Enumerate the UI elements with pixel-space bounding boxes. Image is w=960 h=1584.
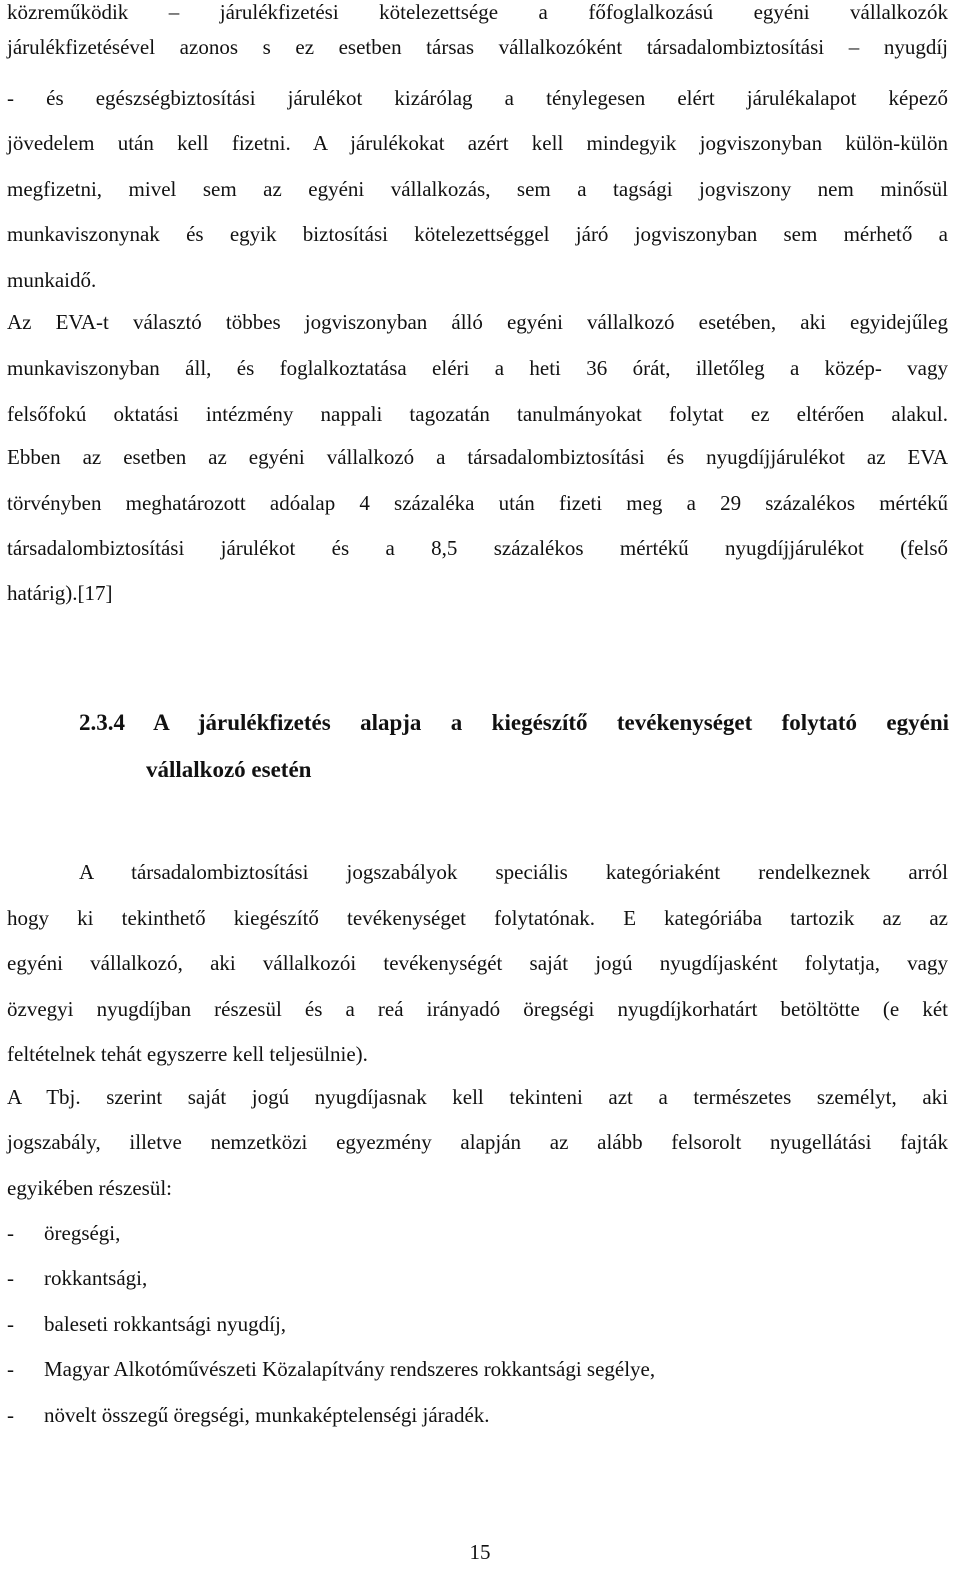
- heading-line-1: [79, 710, 949, 736]
- list-bullet: -: [7, 1221, 14, 1245]
- text-line: jövedelem után kell fizetni. A járulékokat azért kell mindegyik jogviszonyban külön-külön: [7, 131, 948, 155]
- text-line: jogszabály, illetve nemzetközi egyezmény alapján az alább felsorolt nyugellátási fajták: [7, 1130, 948, 1154]
- text-line: felsőfokú oktatási intézmény nappali tagozatán tanulmányokat folytat ez eltérően alakul.: [7, 402, 948, 426]
- text-line: határig).[17]: [7, 581, 113, 605]
- text-line: törvényben meghatározott adóalap 4 százaléka után fizeti meg a 29 százalékos mértékű: [7, 491, 948, 515]
- text-line: egyéni vállalkozó, aki vállalkozói tevékenységét saját jogú nyugdíjasként folytatja, vagy: [7, 951, 948, 975]
- text-line: munkaviszonyban áll, és foglalkoztatása eléri a heti 36 órát, illetőleg a közép- vagy: [7, 356, 948, 380]
- text-line: munkaviszonynak és egyik biztosítási kötelezettséggel járó jogviszonyban sem mérhető a: [7, 222, 948, 246]
- heading-line-2: vállalkozó esetén: [146, 757, 312, 782]
- text-line: megfizetni, mivel sem az egyéni vállalkozás, sem a tagsági jogviszony nem minősül: [7, 177, 948, 201]
- text-line: járulékfizetésével azonos s ez esetben társas vállalkozóként társadalombiztosítási – nyugdíj: [7, 35, 948, 59]
- list-bullet: -: [7, 1312, 14, 1336]
- text-line: munkaidő.: [7, 268, 97, 292]
- list-bullet: -: [7, 1403, 14, 1427]
- list-item-text: növelt összegű öregségi, munkaképtelenségi járadék.: [44, 1403, 490, 1427]
- text-line: özvegyi nyugdíjban részesül és a reá irányadó öregségi nyugdíjkorhatárt betöltötte (e két: [7, 997, 948, 1021]
- text-line: közreműködik – járulékfizetési kötelezettsége a főfoglalkozású egyéni vállalkozók: [7, 0, 948, 24]
- heading-number: 2.3.4: [79, 710, 125, 735]
- list-bullet: -: [7, 1266, 14, 1290]
- text-line: - és egészségbiztosítási járulékot kizárólag a ténylegesen elért járulékalapot képező: [7, 86, 948, 110]
- text-line: A társadalombiztosítási jogszabályok speciális kategóriaként rendelkeznek arról: [79, 860, 948, 884]
- text-line: Az EVA-t választó többes jogviszonyban álló egyéni vállalkozó esetében, aki egyidejűleg: [7, 310, 948, 334]
- text-line: hogy ki tekinthető kiegészítő tevékenységet folytatónak. E kategóriába tartozik az az: [7, 906, 948, 930]
- text-line: feltételnek tehát egyszerre kell teljesülnie).: [7, 1042, 368, 1066]
- list-bullet: -: [7, 1357, 14, 1381]
- list-item-text: Magyar Alkotóművészeti Közalapítvány rendszeres rokkantsági segélye,: [44, 1357, 656, 1381]
- heading-title: A járulékfizetés alapja a kiegészítő tevékenységet folytató egyéni: [153, 710, 950, 735]
- text-line: társadalombiztosítási járulékot és a 8,5 százalékos mértékű nyugdíjjárulékot (felső: [7, 536, 948, 560]
- text-line: A Tbj. szerint saját jogú nyugdíjasnak kell tekinteni azt a természetes személyt, aki: [7, 1085, 948, 1109]
- list-item-text: rokkantsági,: [44, 1266, 148, 1290]
- page-number: 15: [469, 1540, 491, 1564]
- text-line: Ebben az esetben az egyéni vállalkozó a társadalombiztosítási és nyugdíjjárulékot az EVA: [7, 445, 948, 469]
- text-line: egyikében részesül:: [7, 1176, 173, 1200]
- list-item-text: öregségi,: [44, 1221, 121, 1245]
- list-item-text: baleseti rokkantsági nyugdíj,: [44, 1312, 287, 1336]
